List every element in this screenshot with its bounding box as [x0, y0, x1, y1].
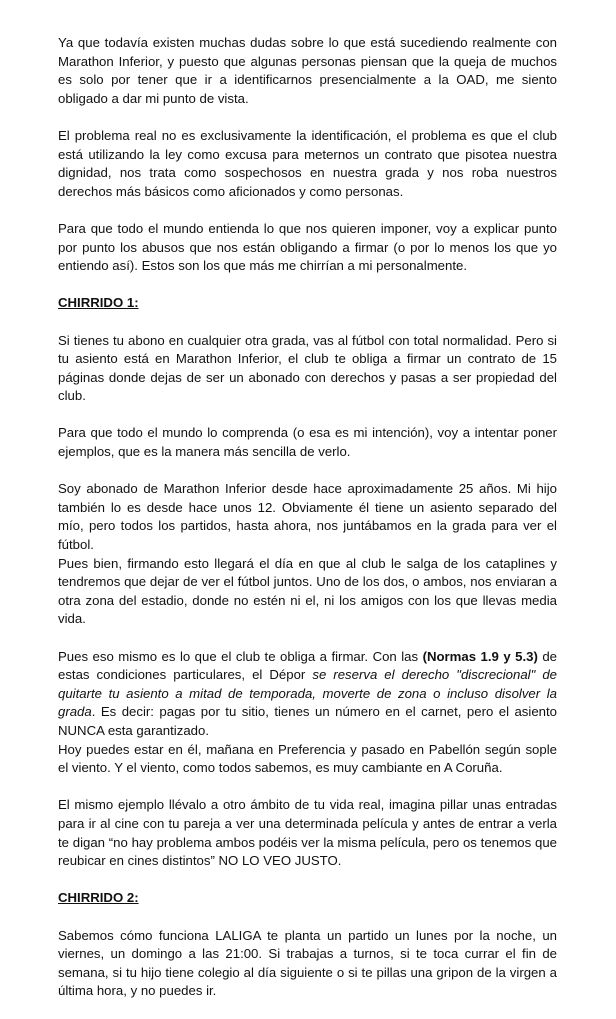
- heading-chirrido-1: CHIRRIDO 1:: [58, 295, 139, 311]
- norms-text-middle: de estas condiciones particulares, el Dépor: [58, 648, 557, 683]
- paragraph-wind: Hoy puedes estar en él, mañana en Preferencia y pasado en Pabellón según sople el viento. Y el viento, como todos sabemos, es muy cambiante en A Coruña.: [58, 741, 557, 776]
- norms-quote: se reserva el derecho "discrecional" de quitarte tu asiento a mitad de temporada, moverte de zona o incluso disolver la grada: [58, 667, 557, 720]
- paragraph-cinema-example: El mismo ejemplo llévalo a otro ámbito de tu vida real, imagina pillar unas entradas para ir al cine con tu pareja a ver una determinada película y antes de entrar a verla te digan “no hay problema ambos podéis ver la misma película, pero os tenemos que reubicar en cines distintos” NO LO VEO JUSTO.: [58, 797, 557, 869]
- document-page: [58, 34, 557, 1019]
- paragraph-intro: Ya que todavía existen muchas dudas sobre lo que está sucediendo realmente con Marathon Inferior, y puesto que algunas personas piensan que la queja de muchos es solo por tener que ir a identificarnos presencialmente a la OAD, me siento obligado a dar mi punto de vista.: [58, 35, 557, 106]
- paragraph-explanation: Para que todo el mundo entienda lo que nos quieren imponer, voy a explicar punto por punto los abusos que nos están obligando a firmar (o por lo menos los que yo entiendo así). Estos son los que más me chirrían a mi personalmente.: [58, 220, 557, 274]
- paragraph-laliga: Sabemos cómo funciona LALIGA te planta un partido un lunes por la noche, un viernes, un domingo a las 21:00. Si trabajas a turnos, si te toca currar el fin de semana, si tu hijo tiene colegio al día siguiente o si te pillas una gripon de la virgen a última hora, y no puedes ir.: [58, 927, 557, 999]
- paragraph-real-problem: El problema real no es exclusivamente la identificación, el problema es que el club está utilizando la ley como excusa para meternos un contrato que pisotea nuestra dignidad, nos trata como sospechosos en nuestra grada y nos roba nuestros derechos más básicos como aficionados y como personas.: [58, 127, 557, 199]
- paragraph-son-example-continued: Pues bien, firmando esto llegará el día en que al club le salga de los cataplines y tendremos que dejar de ver el fútbol juntos. Uno de los dos, o ambos, nos enviaran a otra zona del estadio, donde no estén ni el, ni los amigos con los que llevas media vida.: [58, 555, 557, 627]
- norms-text-end: . Es decir: pagas por tu sitio, tienes un número en el carnet, pero el asiento NUNCA esta garantizado.: [58, 704, 557, 738]
- paragraph-contract: Si tienes tu abono en cualquier otra grada, vas al fútbol con total normalidad. Pero si tu asiento está en Marathon Inferior, el club te obliga a firmar un contrato de 15 páginas donde dejas de ser un abonado con derechos y pasas a ser propiedad del club.: [58, 332, 557, 404]
- norms-reference: (Normas 1.9 y 5.3): [422, 648, 538, 664]
- paragraph-son-example: Soy abonado de Marathon Inferior desde hace aproximadamente 25 años. Mi hijo también lo es desde hace unos 12. Obviamente él tiene un asiento separado del mío, pero todos los partidos, hasta ahora, nos juntábamos en la grada para ver el fútbol.: [58, 481, 557, 553]
- heading-chirrido-2: CHIRRIDO 2:: [58, 890, 139, 906]
- paragraph-examples: Para que todo el mundo lo comprenda (o esa es mi intención), voy a intentar poner ejemplos, que es la manera más sencilla de verlo.: [58, 425, 557, 460]
- norms-text-start: Pues eso mismo es lo que el club te obliga a firmar. Con las: [58, 648, 423, 664]
- paragraph-norms: [58, 648, 557, 741]
